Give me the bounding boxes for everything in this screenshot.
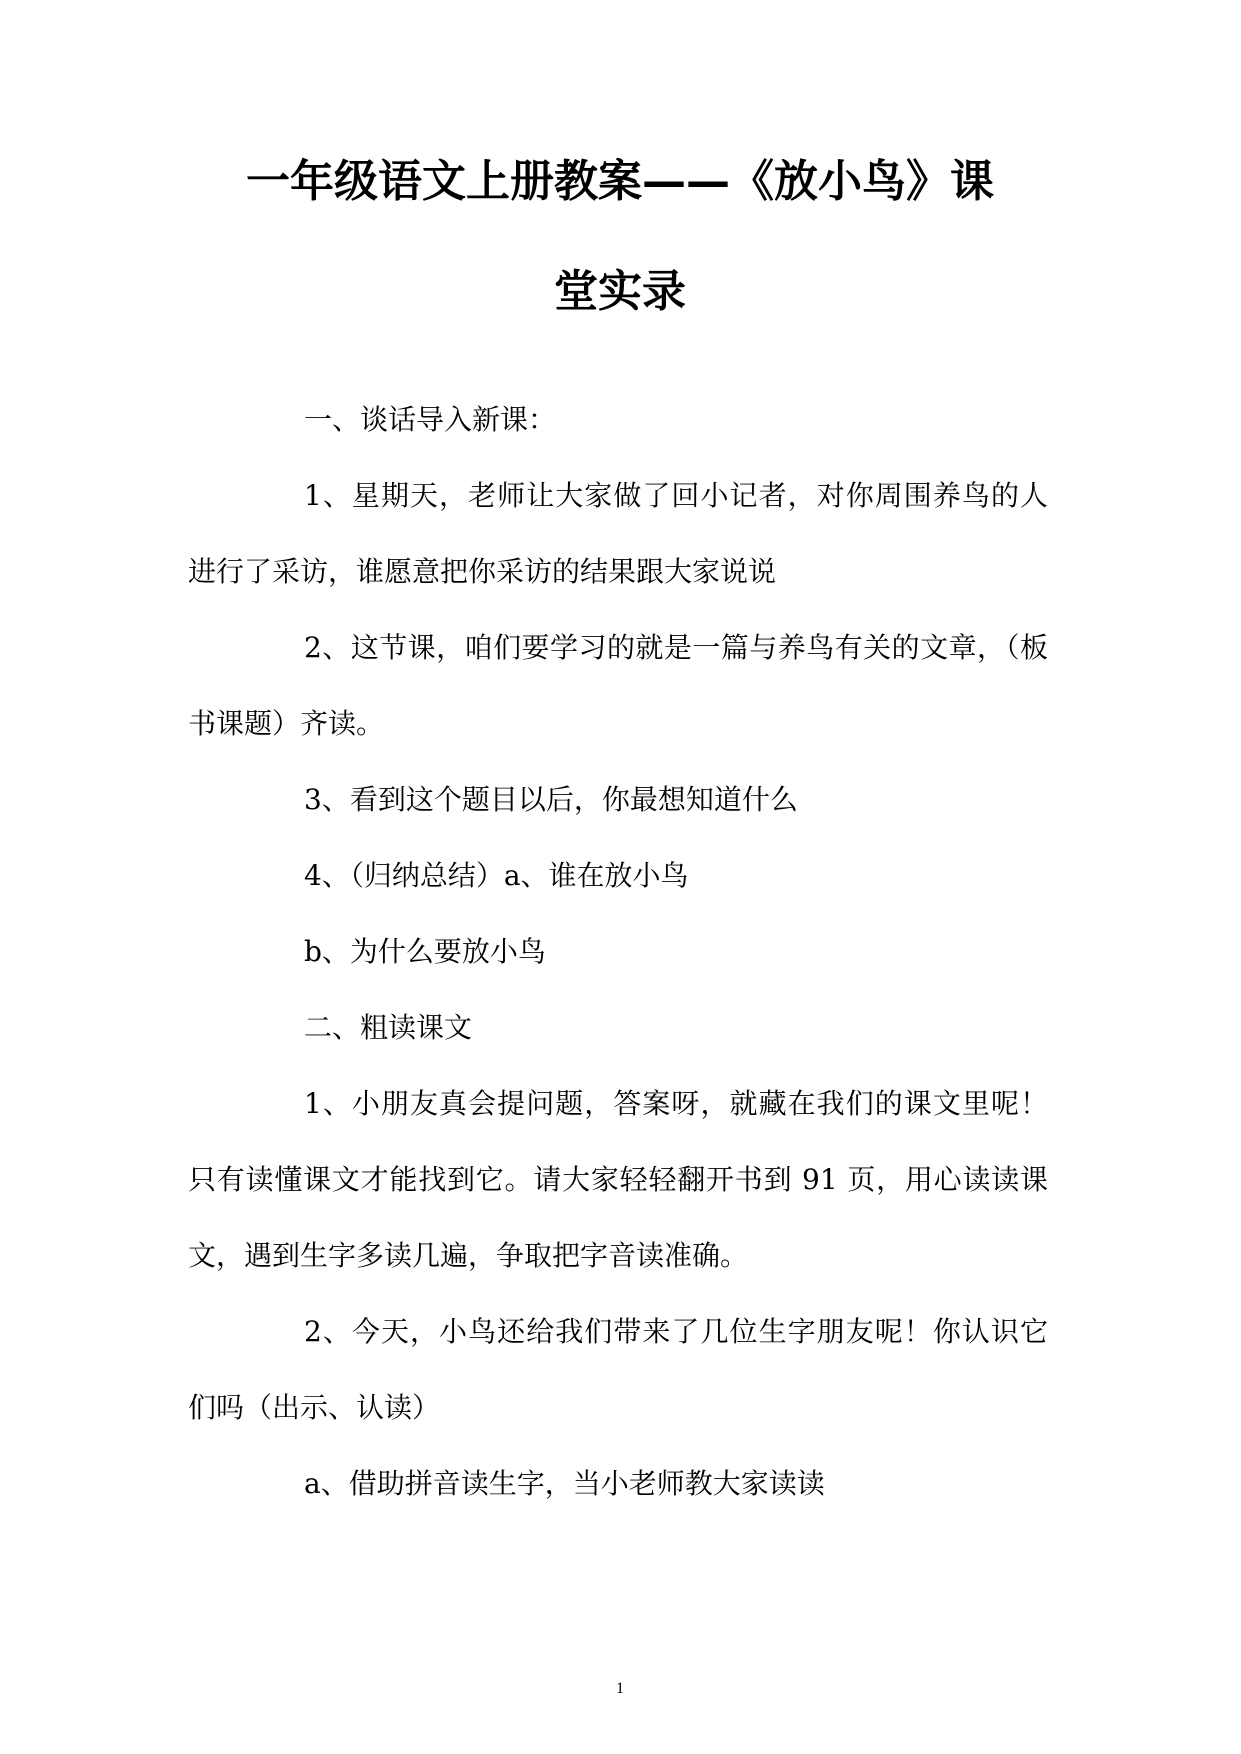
paragraph: a、借助拼音读生字，当小老师教大家读读 bbox=[304, 1467, 825, 1500]
paragraph: 3、看到这个题目以后，你最想知道什么 bbox=[304, 783, 798, 816]
document-title-line-2: 堂实录 bbox=[554, 266, 686, 317]
paragraph: 4、（归纳总结）a、谁在放小鸟 bbox=[304, 859, 689, 892]
paragraph: 1、小朋友真会提问题，答案呀，就藏在我们的课文里呢！只有读懂课文才能找到它。请大家轻轻翻开书到 91 页，用心读读课文，遇到生字多读几遍，争取把字音读准确。 bbox=[188, 1087, 1048, 1272]
document-body bbox=[188, 382, 1048, 1522]
section-heading-1: 一、谈话导入新课： bbox=[304, 403, 557, 436]
page-number: 1 bbox=[616, 1680, 624, 1697]
paragraph: b、为什么要放小鸟 bbox=[304, 935, 546, 968]
paragraph: 1、星期天，老师让大家做了回小记者，对你周围养鸟的人进行了采访，谁愿意把你采访的结果跟大家说说 bbox=[188, 479, 1048, 588]
paragraph: 2、这节课，咱们要学习的就是一篇与养鸟有关的文章，（板书课题）齐读。 bbox=[188, 631, 1048, 740]
section-heading-2: 二、粗读课文 bbox=[304, 1011, 473, 1044]
document-title-line-1: 一年级语文上册教案——《放小鸟》课 bbox=[246, 156, 994, 207]
paragraph: 2、今天，小鸟还给我们带来了几位生字朋友呢！你认识它们吗（出示、认读） bbox=[188, 1315, 1048, 1424]
